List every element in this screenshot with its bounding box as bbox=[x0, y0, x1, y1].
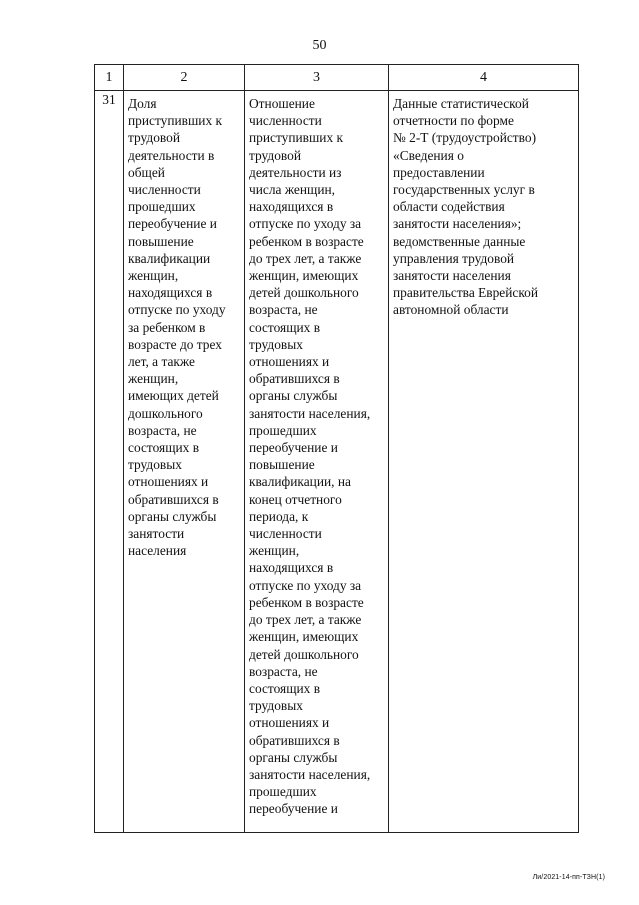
text-line: женщин, bbox=[249, 543, 300, 559]
data-source-text bbox=[389, 91, 578, 319]
text-line: возрасте до трех bbox=[128, 336, 222, 352]
text-line: повышение bbox=[128, 233, 194, 249]
text-line: находящихся в bbox=[128, 285, 213, 301]
text-line: занятости населения bbox=[393, 268, 511, 284]
text-line: трудовых bbox=[249, 336, 303, 352]
text-line: Данные статистической bbox=[393, 96, 529, 111]
text-line: возраста, не bbox=[249, 663, 318, 679]
text-line: обратившихся в bbox=[249, 371, 340, 387]
text-line: общей bbox=[128, 164, 165, 180]
text-line: занятости населения»; bbox=[393, 216, 522, 232]
text-line: трудовой bbox=[249, 147, 301, 163]
text-line: органы службы bbox=[128, 508, 217, 524]
text-line: отношениях и bbox=[249, 354, 330, 370]
text-line: числа женщин, bbox=[249, 182, 335, 198]
indicator-name-text bbox=[124, 91, 244, 559]
text-line: Доля bbox=[128, 96, 157, 111]
page-number: 50 bbox=[312, 38, 327, 53]
text-line: состоящих в bbox=[249, 319, 321, 335]
text-line: состоящих в bbox=[128, 440, 200, 456]
text-line: женщин, bbox=[128, 371, 179, 387]
text-line: правительства Еврейской bbox=[393, 285, 539, 301]
text-line: ведомственные данные bbox=[393, 233, 526, 249]
header-cell-2: 2 bbox=[124, 65, 245, 91]
text-line: за ребенком в bbox=[128, 319, 206, 335]
text-line: приступивших к bbox=[249, 130, 344, 146]
text-line: состоящих в bbox=[249, 680, 321, 696]
text-line: отношениях и bbox=[249, 715, 330, 731]
text-line: переобучение и bbox=[249, 440, 338, 456]
text-line: прошедших bbox=[128, 199, 196, 215]
text-line: численности bbox=[128, 182, 201, 198]
text-line: государственных услуг в bbox=[393, 182, 535, 198]
text-line: до трех лет, а также bbox=[249, 250, 362, 266]
text-line: конец отчетного bbox=[249, 491, 342, 507]
text-line: занятости населения, bbox=[249, 405, 371, 421]
text-line: отпуске по уходу за bbox=[249, 216, 362, 232]
text-line: до трех лет, а также bbox=[249, 612, 362, 628]
indicators-table bbox=[94, 64, 579, 833]
text-line: трудовой bbox=[128, 130, 180, 146]
text-line: отношениях и bbox=[128, 474, 209, 490]
text-line: возраста, не bbox=[249, 302, 318, 318]
text-line: женщин, bbox=[128, 268, 179, 284]
text-line: автономной области bbox=[393, 302, 509, 318]
text-line: лет, а также bbox=[128, 354, 195, 370]
text-line: области содействия bbox=[393, 199, 505, 215]
text-line: женщин, имеющих bbox=[249, 629, 359, 645]
text-line: ребенком в возрасте bbox=[249, 594, 364, 610]
calculation-method-text bbox=[245, 91, 388, 818]
text-line: Отношение bbox=[249, 96, 315, 111]
text-line: населения bbox=[128, 543, 187, 559]
text-line: квалификации, на bbox=[249, 474, 351, 490]
text-line: возраста, не bbox=[128, 422, 197, 438]
text-line: деятельности в bbox=[128, 147, 215, 163]
header-cell-1: 1 bbox=[95, 65, 124, 91]
text-line: детей дошкольного bbox=[249, 646, 359, 662]
text-line: повышение bbox=[249, 457, 315, 473]
text-line: «Сведения о bbox=[393, 147, 464, 163]
text-line: отпуске по уходу за bbox=[249, 577, 362, 593]
text-line: органы службы bbox=[249, 749, 338, 765]
text-line: деятельности из bbox=[249, 164, 342, 180]
text-line: прошедших bbox=[249, 784, 317, 800]
text-line: органы службы bbox=[249, 388, 338, 404]
text-line: численности bbox=[249, 526, 322, 542]
row-number: 31 bbox=[95, 91, 124, 833]
text-line: приступивших к bbox=[128, 113, 223, 129]
text-line: № 2-Т (трудоустройство) bbox=[393, 130, 537, 146]
text-line: ребенком в возрасте bbox=[249, 233, 364, 249]
text-line: периода, к bbox=[249, 508, 309, 524]
text-line: прошедших bbox=[249, 422, 317, 438]
text-line: дошкольного bbox=[128, 405, 203, 421]
calculation-method-cell bbox=[245, 91, 389, 833]
text-line: отпуске по уходу bbox=[128, 302, 226, 318]
text-line: трудовых bbox=[249, 698, 303, 714]
text-line: переобучение и bbox=[128, 216, 217, 232]
text-line: занятости населения, bbox=[249, 766, 371, 782]
text-line: трудовых bbox=[128, 457, 182, 473]
text-line: квалификации bbox=[128, 250, 211, 266]
header-cell-4: 4 bbox=[389, 65, 579, 91]
text-line: обратившихся в bbox=[128, 491, 219, 507]
text-line: находящихся в bbox=[249, 199, 334, 215]
document-code: Ли/2021-14-пп-ТЗН(1) bbox=[532, 874, 605, 881]
text-line: предоставлении bbox=[393, 164, 485, 180]
text-line: имеющих детей bbox=[128, 388, 219, 404]
table-row bbox=[95, 91, 579, 833]
text-line: детей дошкольного bbox=[249, 285, 359, 301]
text-line: отчетности по форме bbox=[393, 113, 514, 129]
text-line: обратившихся в bbox=[249, 732, 340, 748]
text-line: численности bbox=[249, 113, 322, 129]
table-header-row bbox=[95, 65, 579, 91]
text-line: переобучение и bbox=[249, 801, 338, 817]
text-line: находящихся в bbox=[249, 560, 334, 576]
text-line: управления трудовой bbox=[393, 250, 515, 266]
header-cell-3: 3 bbox=[245, 65, 389, 91]
indicator-name-cell bbox=[124, 91, 245, 833]
text-line: занятости bbox=[128, 526, 185, 542]
data-source-cell bbox=[389, 91, 579, 833]
text-line: женщин, имеющих bbox=[249, 268, 359, 284]
